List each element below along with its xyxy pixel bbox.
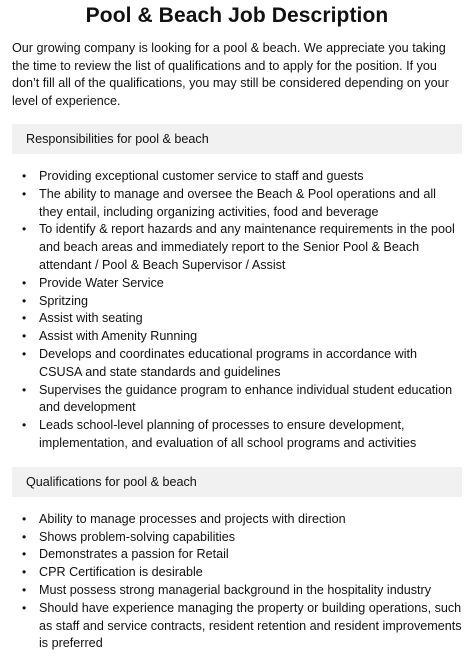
list-item: • Demonstrates a passion for Retail [12, 546, 462, 564]
bullet-icon: • [22, 346, 27, 361]
bullet-icon: • [22, 275, 27, 290]
list-item: • Ability to manage processes and projects with direction [12, 511, 462, 529]
bullet-icon: • [22, 547, 27, 562]
qualifications-header [12, 467, 462, 497]
list-item: • Providing exceptional customer service to staff and guests [12, 168, 462, 186]
list-item: • Spritzing [12, 293, 462, 311]
list-item: • Assist with seating [12, 310, 462, 328]
bullet-icon: • [22, 186, 27, 201]
bullet-icon: • [22, 582, 27, 597]
bullet-icon: • [22, 600, 27, 615]
bullet-icon: • [22, 511, 27, 526]
responsibilities-list [12, 168, 462, 453]
bullet-icon: • [22, 329, 27, 344]
list-item: • Provide Water Service [12, 275, 462, 293]
bullet-icon: • [22, 382, 27, 397]
bullet-icon: • [22, 293, 27, 308]
page-title: Pool & Beach Job Description [85, 4, 389, 27]
bullet-icon: • [22, 418, 27, 433]
qualifications-list [12, 511, 462, 653]
list-item: • The ability to manage and oversee the Beach & Pool operations and all they entail, including organizing activities, food and beverage [22, 186, 436, 219]
bullet-icon: • [22, 565, 27, 580]
list-item: • Leads school-level planning of processes to ensure development, implementation, and evaluation of all school programs and activities [22, 418, 417, 450]
responsibilities-heading: Responsibilities for pool & beach [26, 132, 209, 146]
list-item: • Shows problem-solving capabilities [12, 529, 462, 547]
bullet-icon: • [22, 311, 27, 326]
list-item: • Should have experience managing the property or building operations, such as staff and service contracts, resident retention and resident improvements is preferred [22, 600, 462, 651]
list-item: • To identify & report hazards and any maintenance requirements in the pool and beach areas and immediately report to the Senior Pool & Beach attendant / Pool & Beach Supervisor / Assist [22, 222, 455, 272]
list-item: • Supervises the guidance program to enhance individual student education and development [22, 382, 453, 415]
intro-paragraph: Our growing company is looking for a pool & beach. We appreciate you taking the time to review the list of qualifications and to apply for the position. If you don’t fill all of the qualifications, you may still be considered depending on your level of experience. [12, 41, 449, 108]
responsibilities-header [12, 124, 462, 154]
bullet-icon: • [22, 222, 27, 237]
list-item: • Must possess strong managerial background in the hospitality industry [12, 582, 462, 600]
list-item: • Assist with Amenity Running [12, 328, 462, 346]
bullet-icon: • [22, 169, 27, 183]
qualifications-heading: Qualifications for pool & beach [26, 474, 197, 489]
bullet-icon: • [22, 529, 27, 544]
list-item: • Develops and coordinates educational programs in accordance with CSUSA and state standards and guidelines [22, 346, 418, 379]
list-item: • CPR Certification is desirable [12, 564, 462, 582]
